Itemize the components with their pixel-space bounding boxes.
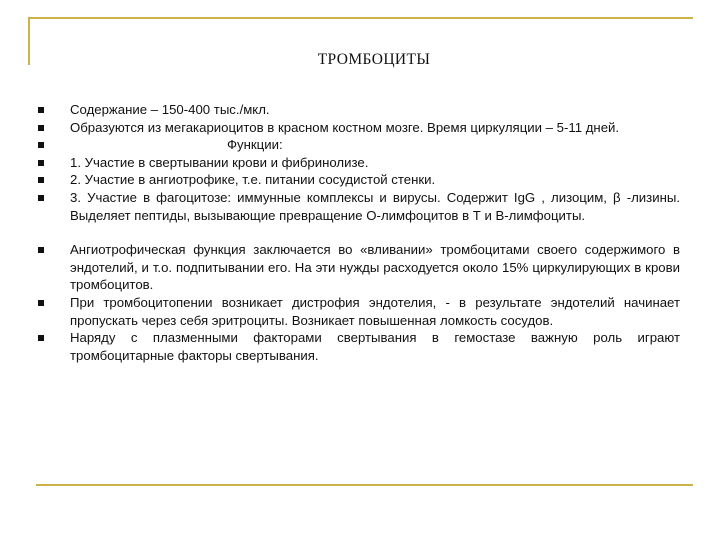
- list-item: [38, 241, 680, 294]
- list-item-text: Содержание – 150-400 тыс./мкл.: [70, 102, 270, 117]
- list-item: [38, 294, 680, 329]
- list-item: [38, 329, 680, 364]
- square-bullet-icon: [38, 142, 44, 148]
- list-item-text: 2. Участие в ангиотрофике, т.е. питании сосудистой стенки.: [70, 172, 436, 188]
- slide-title: ТРОМБОЦИТЫ: [317, 51, 431, 68]
- square-bullet-icon: [38, 335, 44, 341]
- square-bullet-icon: [38, 247, 44, 253]
- square-bullet-icon: [38, 195, 44, 201]
- list-item: [38, 189, 680, 224]
- list-item-text: 1. Участие в свертывании крови и фибринолизе.: [70, 154, 369, 170]
- square-bullet-icon: [38, 177, 44, 183]
- list-item-text: При тромбоцитопении возникает дистрофия эндотелия, - в результате эндотелий начинает пропускать через себя эритроциты. Возникает повышенная ломкость сосудов.: [70, 294, 680, 328]
- list-item-text: Ангиотрофическая функция заключается во «вливании» тромбоцитами своего содержимого в эндотелий, и т.о. подпитывании его. На эти нужды расходуется около 15% циркулирующих в крови тромбоцитов.: [70, 242, 680, 293]
- square-bullet-icon: [38, 160, 44, 166]
- square-bullet-icon: [38, 125, 44, 131]
- list-item-text: Функции:: [227, 137, 283, 153]
- list-item: [38, 154, 680, 172]
- frame-bottom-line: [36, 484, 693, 486]
- list-item-text: 3. Участие в фагоцитозе: иммунные комплексы и вирусы. Содержит IgG , лизоцим, β -лизины. Выделяет пептиды, вызывающие превращение О-лимфоцитов в Т и В-лимфоциты.: [70, 189, 680, 223]
- list-item: [38, 136, 680, 154]
- bullet-list: [38, 101, 680, 364]
- list-item: [38, 171, 680, 189]
- list-item-text: Наряду с плазменными факторами свертывания в гемостазе важную роль играют тромбоцитарные факторы свертывания.: [70, 330, 680, 363]
- list-item-text: Образуются из мегакариоцитов в красном костном мозге. Время циркуляции – 5-11 дней.: [70, 119, 620, 135]
- square-bullet-icon: [38, 300, 44, 306]
- list-item: [38, 101, 680, 119]
- list-item: [38, 119, 680, 137]
- frame-top-line: [28, 17, 693, 19]
- square-bullet-icon: [38, 107, 44, 113]
